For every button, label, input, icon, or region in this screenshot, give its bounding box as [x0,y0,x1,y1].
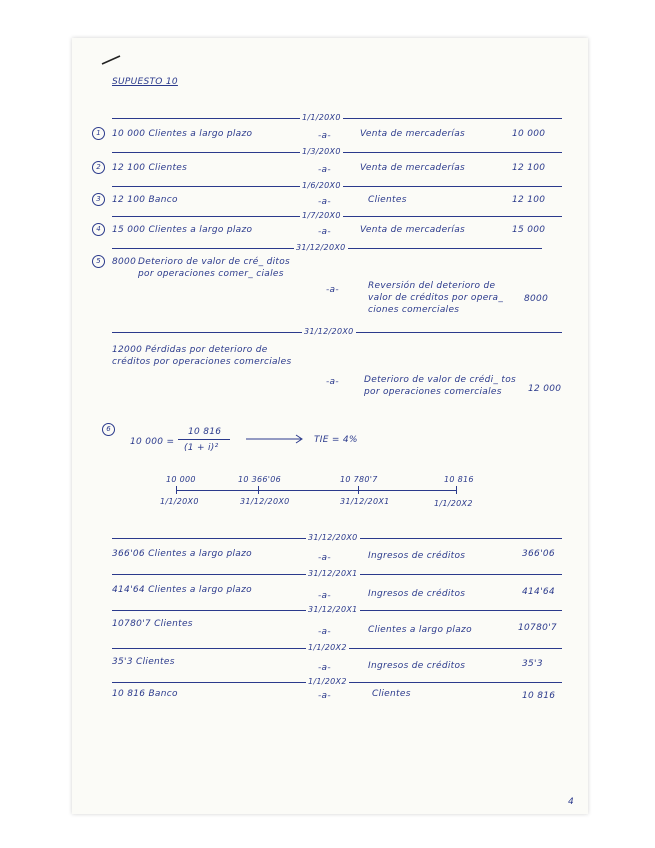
pen-stroke-mark [102,54,122,66]
entry-date: 1/6/20X0 [302,181,341,190]
entry-amount: 12 100 [512,195,546,205]
entry-amount: 366'06 [522,549,555,559]
entry-separator: -a- [326,377,339,387]
timeline-date: 31/12/20X0 [240,497,290,506]
entry-marker: 3 [92,193,105,206]
notebook-page [72,38,588,814]
entry-date: 1/1/20X0 [302,113,341,122]
entry-amount: 414'64 [522,587,555,597]
entry-credit-text: Deterioro de valor de crédi_ tos por operaciones comerciales [364,375,517,397]
timeline-value: 10 366'06 [238,475,282,484]
entry-debit: 10 816 Banco [112,689,178,699]
entry-separator: -a- [318,627,331,637]
entry-credit: Clientes [372,689,411,699]
timeline-date: 1/1/20X0 [160,497,199,506]
entry-debit: 10 000 Clientes a largo plazo [112,129,253,139]
entry-separator: -a- [318,553,331,563]
entry-credit: Venta de mercaderías [360,225,466,235]
entry-debit-text: Deterioro de valor de cré_ ditos por operaciones comer_ ciales [138,257,291,279]
page-title: SUPUESTO 10 [112,77,178,87]
entry-date: 1/7/20X0 [302,211,341,220]
entry-separator: -a- [318,663,331,673]
timeline-value: 10 780'7 [340,475,378,484]
timeline-value: 10 000 [166,475,196,484]
entry-amount: 10 000 [512,129,546,139]
entry-debit: 12 100 Banco [112,195,178,205]
entry-separator: -a- [318,591,331,601]
entry-amount: 8000 [524,294,549,304]
entry-credit: Ingresos de créditos [368,661,466,671]
entry-marker: 4 [92,223,105,236]
entry-credit: Clientes [368,195,407,205]
entry-marker: 2 [92,161,105,174]
timeline-tick [456,486,457,494]
entry-debit-text: 12000 Pérdidas por deterioro de créditos por operaciones comerciales [112,345,292,367]
entry-date: 31/12/20X0 [296,243,346,252]
entry-amount: 12 000 [528,384,562,394]
entry-date: 1/1/20X2 [308,677,347,686]
formula-result: TIE = 4% [314,435,358,445]
formula-lhs: 10 000 = [130,437,175,447]
entry-date: 1/1/20X2 [308,643,347,652]
section-marker: 6 [102,423,115,436]
entry-credit: Venta de mercaderías [360,129,466,139]
arrow-right-icon [246,434,306,444]
entry-separator: -a- [326,285,339,295]
entry-debit: 15 000 Clientes a largo plazo [112,225,253,235]
entry-credit: Ingresos de créditos [368,589,466,599]
entry-separator: -a- [318,165,331,175]
timeline-tick [176,486,177,494]
entry-amount: 10 816 [522,691,556,701]
entry-amount: 15 000 [512,225,546,235]
entry-debit-amount: 8000 [112,257,137,267]
timeline-tick [358,486,359,494]
entry-separator: -a- [318,691,331,701]
entry-debit: 10780'7 Clientes [112,619,193,629]
entry-amount: 10780'7 [518,623,557,633]
entry-credit: Ingresos de créditos [368,551,466,561]
entry-marker: 5 [92,255,105,268]
entry-debit: 35'3 Clientes [112,657,175,667]
entry-debit: 366'06 Clientes a largo plazo [112,549,252,559]
entry-credit: Clientes a largo plazo [368,625,472,635]
entry-debit: 414'64 Clientes a largo plazo [112,585,252,595]
entry-separator: -a- [318,197,331,207]
entry-date: 31/12/20X0 [304,327,354,336]
entry-date: 31/12/20X1 [308,569,358,578]
entry-credit: Venta de mercaderías [360,163,466,173]
formula-denominator: (1 + i)² [184,443,219,453]
timeline-date: 1/1/20X2 [434,499,473,508]
entry-date: 31/12/20X0 [308,533,358,542]
entry-debit: 12 100 Clientes [112,163,188,173]
entry-amount: 35'3 [522,659,543,669]
entry-separator: -a- [318,227,331,237]
timeline-axis [176,490,456,491]
fraction-bar [178,439,230,440]
entry-marker: 1 [92,127,105,140]
formula-numerator: 10 816 [188,427,222,437]
entry-date: 1/3/20X0 [302,147,341,156]
timeline-value: 10 816 [444,475,474,484]
page-number: 4 [568,797,575,807]
entry-date: 31/12/20X1 [308,605,358,614]
entry-amount: 12 100 [512,163,546,173]
entry-credit-text: Reversión del deterioro de valor de créditos por opera_ ciones comerciales [368,281,504,315]
timeline-date: 31/12/20X1 [340,497,390,506]
timeline-tick [258,486,259,494]
entry-separator: -a- [318,131,331,141]
